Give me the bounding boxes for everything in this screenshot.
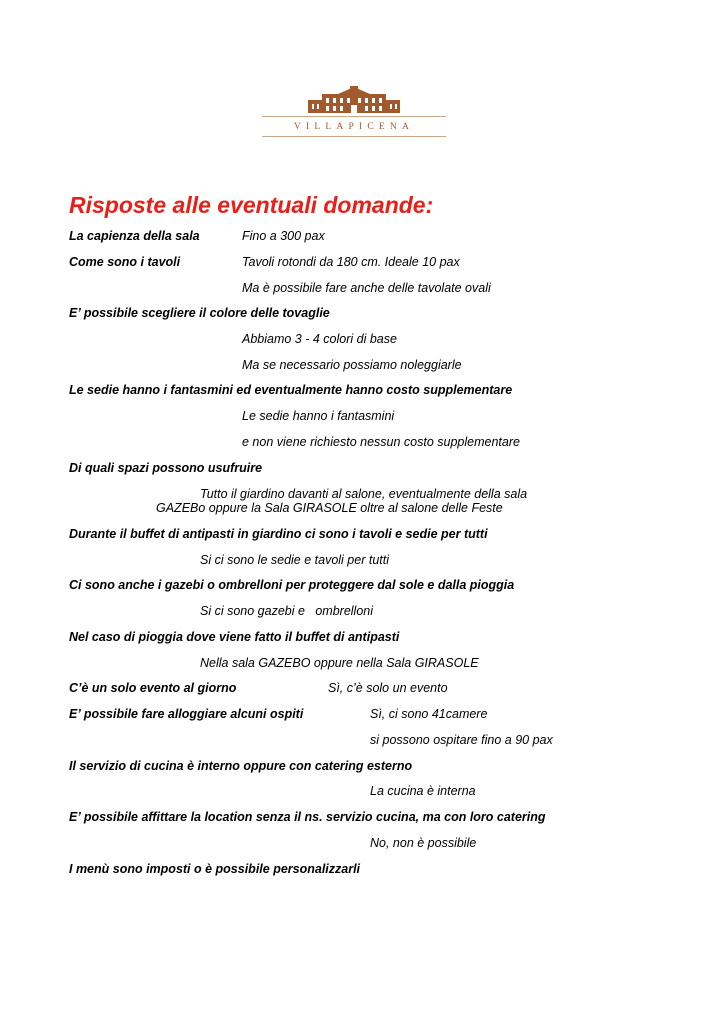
answer-sedie-2: e non viene richiesto nessun costo supplementare (242, 435, 520, 449)
answer-alloggio-1: Sì, ci sono 41camere (370, 707, 488, 721)
logo-rule-top (262, 116, 446, 117)
question-alloggio: E’ possibile fare alloggiare alcuni ospiti (69, 707, 304, 721)
question-evento: C’è un solo evento al giorno (69, 681, 237, 695)
answer-gazebi: Si ci sono gazebi e ombrelloni (200, 604, 374, 618)
question-tavoli: Come sono i tavoli (69, 255, 181, 269)
villa-picena-logo (262, 86, 446, 142)
answer-pioggia: Nella sala GAZEBO oppure nella Sala GIRASOLE (200, 656, 479, 670)
answer-sedie-1: Le sedie hanno i fantasmini (242, 409, 395, 423)
question-gazebi: Ci sono anche i gazebi o ombrelloni per proteggere dal sole e dalla pioggia (69, 578, 515, 592)
answer-spazi-1: Tutto il giardino davanti al salone, eventualmente della sala (200, 487, 528, 501)
answer-tavoli-1: Tavoli rotondi da 180 cm. Ideale 10 pax (242, 255, 460, 269)
answer-catering: No, non è possibile (370, 836, 477, 850)
logo-rule-bottom (262, 136, 446, 137)
question-tovaglie: E’ possibile scegliere il colore delle tovaglie (69, 306, 330, 320)
question-capienza: La capienza della sala (69, 229, 200, 243)
answer-spazi-2: GAZEBo oppure la Sala GIRASOLE oltre al salone delle Feste (156, 501, 503, 515)
answer-cucina: La cucina è interna (370, 784, 476, 798)
question-sedie: Le sedie hanno i fantasmini ed eventualmente hanno costo supplementare (69, 383, 513, 397)
question-pioggia: Nel caso di pioggia dove viene fatto il buffet di antipasti (69, 630, 400, 644)
logo-wordmark: VILLAPICENA (294, 122, 414, 132)
page-title: Risposte alle eventuali domande: (69, 192, 434, 218)
villa-building-icon (308, 86, 400, 116)
answer-tovaglie-2: Ma se necessario possiamo noleggiarle (242, 358, 462, 372)
answer-tovaglie-1: Abbiamo 3 - 4 colori di base (242, 332, 397, 346)
answer-capienza: Fino a 300 pax (242, 229, 325, 243)
answer-evento: Sì, c’è solo un evento (328, 681, 448, 695)
question-buffet-giardino: Durante il buffet di antipasti in giardino ci sono i tavoli e sedie per tutti (69, 527, 488, 541)
question-cucina: Il servizio di cucina è interno oppure con catering esterno (69, 759, 413, 773)
answer-tavoli-2: Ma è possibile fare anche delle tavolate ovali (242, 281, 491, 295)
question-menu: I menù sono imposti o è possibile personalizzarli (69, 862, 361, 876)
question-spazi: Di quali spazi possono usufruire (69, 461, 263, 475)
answer-buffet-giardino: Si ci sono le sedie e tavoli per tutti (200, 553, 389, 567)
answer-alloggio-2: si possono ospitare fino a 90 pax (370, 733, 553, 747)
question-catering: E’ possibile affittare la location senza il ns. servizio cucina, ma con loro catering (69, 810, 546, 824)
